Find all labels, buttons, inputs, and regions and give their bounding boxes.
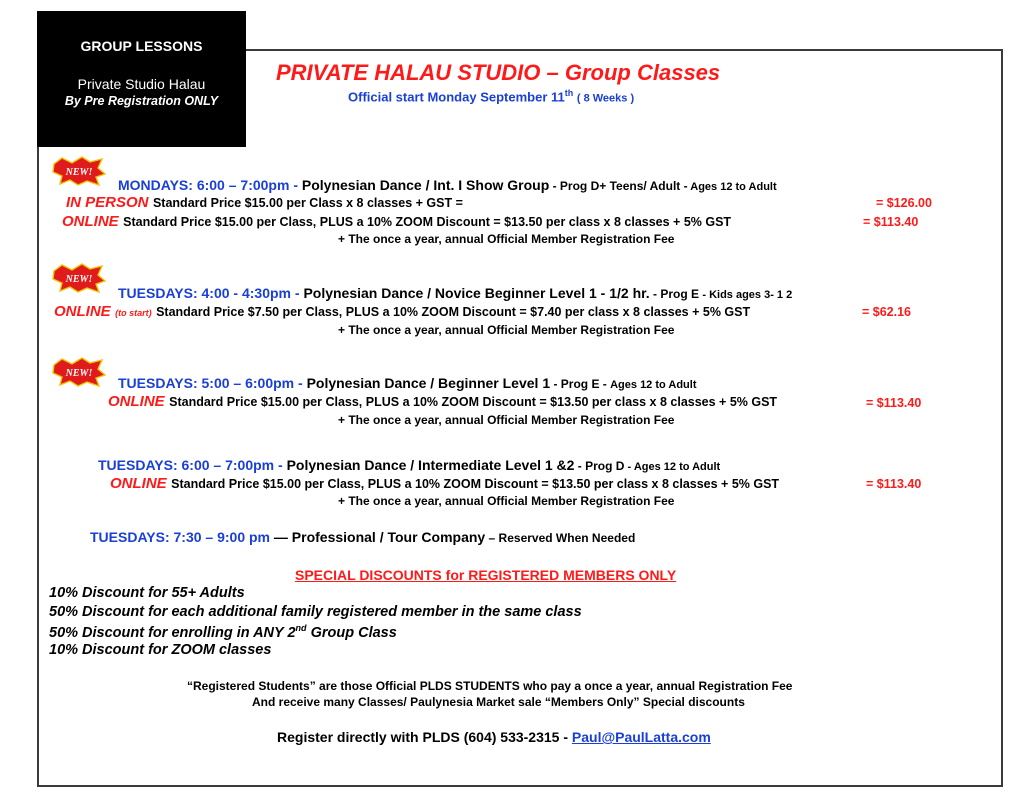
header-box-note: By Pre Registration ONLY xyxy=(64,94,219,108)
member-benefits-note: And receive many Classes/ Paulynesia Market sale “Members Only” Special discounts xyxy=(252,695,745,709)
price-total: = $62.16 xyxy=(862,305,912,319)
special-discounts-heading: SPECIAL DISCOUNTS for REGISTERED MEMBERS ONLY xyxy=(295,567,677,583)
new-badge-icon xyxy=(52,357,106,387)
registration-fee-note: + The once a year, annual Official Member Registration Fee xyxy=(338,323,675,337)
email-link[interactable]: Paul@PaulLatta.com xyxy=(571,729,711,745)
price-total: = $113.40 xyxy=(863,215,919,229)
register-line: Register directly with PLDS (604) 533-2315 - Paul@PaulLatta.com xyxy=(277,729,711,745)
discount-item: 50% Discount for enrolling in ANY 2nd Group Class xyxy=(49,623,397,641)
price-row: ONLINE Standard Price $15.00 per Class, PLUS a 10% ZOOM Discount = $13.50 per class x 8 classes + 5% GST xyxy=(110,475,780,492)
price-total: = $126.00 xyxy=(876,196,932,210)
registration-fee-note: + The once a year, annual Official Member Registration Fee xyxy=(338,494,675,508)
price-total: = $113.40 xyxy=(866,396,922,410)
new-badge-icon xyxy=(52,263,106,293)
svg-text:NEW!: NEW! xyxy=(65,274,93,285)
price-row: ONLINE (to start) Standard Price $7.50 per Class, PLUS a 10% ZOOM Discount = $7.40 per class x 8 classes + 5% GST xyxy=(54,303,751,320)
discount-item: 50% Discount for each additional family registered member in the same class xyxy=(49,604,582,620)
class-heading: TUESDAYS: 4:00 - 4:30pm - Polynesian Dance / Novice Beginner Level 1 - 1/2 hr. - Prog E - Kids ages 3- 1 2 xyxy=(118,285,793,301)
page-subtitle: Official start Monday September 11th ( 8 Weeks ) xyxy=(348,88,635,105)
header-box xyxy=(37,11,246,147)
price-row: ONLINE Standard Price $15.00 per Class, PLUS a 10% ZOOM Discount = $13.50 per class x 8 classes + 5% GST xyxy=(108,393,778,410)
class-heading: MONDAYS: 6:00 – 7:00pm - Polynesian Dance / Int. I Show Group - Prog D+ Teens/ Adult - Ages 12 to Adult xyxy=(118,177,777,193)
pro-class-heading: TUESDAYS: 7:30 – 9:00 pm — Professional / Tour Company – Reserved When Needed xyxy=(90,529,636,545)
class-heading: TUESDAYS: 6:00 – 7:00pm - Polynesian Dance / Intermediate Level 1 &2 - Prog D - Ages 12 to Adult xyxy=(98,457,721,473)
registration-fee-note: + The once a year, annual Official Member Registration Fee xyxy=(338,232,675,246)
registration-fee-note: + The once a year, annual Official Member Registration Fee xyxy=(338,413,675,427)
header-box-title: GROUP LESSONS xyxy=(80,38,203,54)
new-badge-icon xyxy=(52,156,106,186)
price-row: ONLINE Standard Price $15.00 per Class, PLUS a 10% ZOOM Discount = $13.50 per class x 8 classes + 5% GST xyxy=(62,213,732,230)
price-row: IN PERSON Standard Price $15.00 per Class x 8 classes + GST = xyxy=(66,194,463,211)
discount-item: 10% Discount for 55+ Adults xyxy=(49,585,245,601)
svg-text:NEW!: NEW! xyxy=(65,368,93,379)
class-heading: TUESDAYS: 5:00 – 6:00pm - Polynesian Dance / Beginner Level 1 - Prog E - Ages 12 to Adult xyxy=(118,375,697,391)
svg-text:NEW!: NEW! xyxy=(65,167,93,178)
discount-item: 10% Discount for ZOOM classes xyxy=(49,642,272,658)
registered-students-note: “Registered Students” are those Official PLDS STUDENTS who pay a once a year, annual Registration Fee xyxy=(187,679,793,693)
page-title: PRIVATE HALAU STUDIO – Group Classes xyxy=(276,60,721,85)
price-total: = $113.40 xyxy=(866,477,922,491)
header-box-subtitle: Private Studio Halau xyxy=(77,76,206,92)
